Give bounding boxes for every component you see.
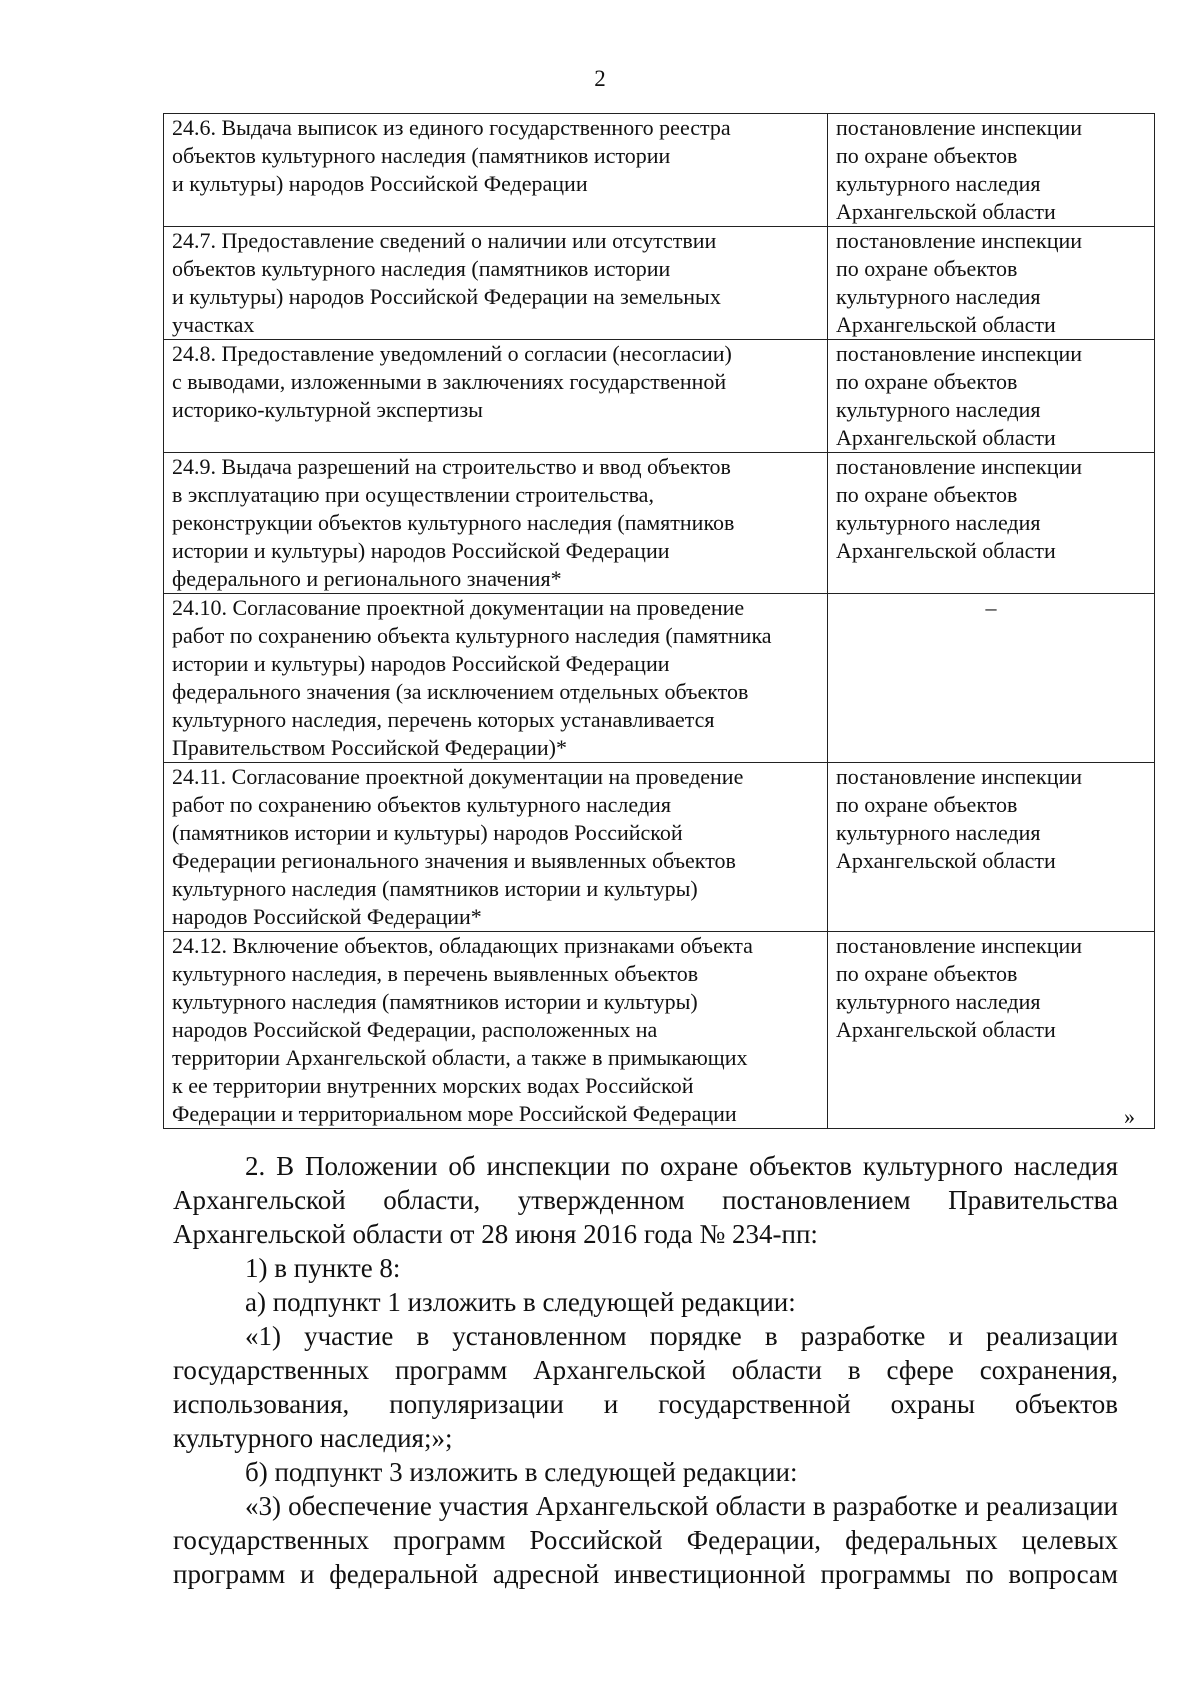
activity-line: народов Российской Федерации* (172, 904, 482, 929)
table-row (164, 932, 1155, 1129)
body-text (173, 1149, 1118, 1591)
subitem-point-8 (173, 1251, 1118, 1285)
activity-line: работ по сохранению объектов культурного наследия (172, 792, 671, 817)
legal-act-line: Архангельской области (836, 538, 1056, 563)
legal-act-cell (828, 453, 1155, 594)
activity-line: с выводами, изложенными в заключениях государственной (172, 369, 727, 394)
legal-act-line: постановление инспекции (836, 764, 1083, 789)
legal-act-line: Архангельской области (836, 312, 1056, 337)
table-row (164, 763, 1155, 932)
activity-cell (164, 114, 828, 227)
activity-line: 24.10. Согласование проектной документации на проведение (172, 595, 745, 620)
legal-act-line: по охране объектов (836, 792, 1018, 817)
legal-act-line: культурного наследия (836, 397, 1041, 422)
closing-quote: » (1124, 1104, 1135, 1129)
table-row (164, 340, 1155, 453)
activity-line: культурного наследия, в перечень выявленных объектов (172, 961, 699, 986)
text-line: Архангельской области, утвержденном постановлением Правительства (173, 1185, 1118, 1215)
legal-act-line: Архангельской области (836, 848, 1056, 873)
activity-line: федерального и регионального значения* (172, 566, 562, 591)
activity-line: Федерации и территориальном море Российской Федерации (172, 1101, 737, 1126)
activity-line: и культуры) народов Российской Федерации на земельных (172, 284, 721, 309)
subitem-a (173, 1285, 1118, 1319)
activity-cell (164, 932, 828, 1129)
activity-line: реконструкции объектов культурного наследия (памятников (172, 510, 735, 535)
activity-line: (памятников истории и культуры) народов Российской (172, 820, 683, 845)
activities-table (163, 113, 1155, 1129)
legal-act-line: постановление инспекции (836, 454, 1083, 479)
activity-line: в эксплуатацию при осуществлении строительства, (172, 482, 654, 507)
text-line: государственных программ Архангельской области в сфере сохранения, (173, 1355, 1118, 1385)
legal-act-line: постановление инспекции (836, 341, 1083, 366)
legal-act-cell (828, 340, 1155, 453)
text-line: 1) в пункте 8: (245, 1253, 401, 1283)
legal-act-cell (828, 114, 1155, 227)
activity-line: культурного наследия (памятников истории и культуры) (172, 876, 698, 901)
legal-act-line: по охране объектов (836, 369, 1018, 394)
legal-act-cell (828, 763, 1155, 932)
legal-act-line: – (985, 595, 997, 620)
activity-cell (164, 594, 828, 763)
legal-act-line: культурного наследия (836, 171, 1041, 196)
quote-subitem-1 (173, 1319, 1118, 1455)
legal-act-line: Архангельской области (836, 199, 1056, 224)
legal-act-cell (828, 932, 1155, 1129)
activity-cell (164, 453, 828, 594)
table-row (164, 114, 1155, 227)
legal-act-line: постановление инспекции (836, 115, 1083, 140)
legal-act-line: Архангельской области (836, 1017, 1056, 1042)
activity-line: 24.9. Выдача разрешений на строительство и ввод объектов (172, 454, 731, 479)
activity-line: работ по сохранению объекта культурного наследия (памятника (172, 623, 772, 648)
text-line: культурного наследия;»; (173, 1423, 453, 1453)
legal-act-line: по охране объектов (836, 256, 1018, 281)
legal-act-cell (828, 594, 1155, 763)
activity-line: культурного наследия (памятников истории и культуры) (172, 989, 698, 1014)
activity-line: 24.7. Предоставление сведений о наличии или отсутствии (172, 228, 717, 253)
legal-act-line: по охране объектов (836, 482, 1018, 507)
activity-line: и культуры) народов Российской Федерации (172, 171, 588, 196)
text-line: «1) участие в установленном порядке в разработке и реализации (245, 1321, 1118, 1351)
activity-cell (164, 340, 828, 453)
activity-line: Правительством Российской Федерации)* (172, 735, 567, 760)
text-line: 2. В Положении об инспекции по охране объектов культурного наследия (245, 1151, 1118, 1181)
activity-line: объектов культурного наследия (памятников истории (172, 256, 671, 281)
activity-line: участках (172, 312, 255, 337)
activity-line: истории и культуры) народов Российской Федерации (172, 538, 670, 563)
activity-line: 24.12. Включение объектов, обладающих признаками объекта (172, 933, 753, 958)
activity-line: истории и культуры) народов Российской Федерации (172, 651, 670, 676)
legal-act-line: постановление инспекции (836, 228, 1083, 253)
activity-line: к ее территории внутренних морских водах Российской (172, 1073, 694, 1098)
text-line: Архангельской области от 28 июня 2016 года № 234-пп: (173, 1219, 818, 1249)
legal-act-line: культурного наследия (836, 284, 1041, 309)
activity-cell (164, 763, 828, 932)
activity-line: народов Российской Федерации, расположенных на (172, 1017, 658, 1042)
legal-act-line: постановление инспекции (836, 933, 1083, 958)
text-line: государственных программ Российской Федерации, федеральных целевых (173, 1525, 1118, 1555)
activity-line: Федерации регионального значения и выявленных объектов (172, 848, 736, 873)
activity-cell (164, 227, 828, 340)
activity-line: 24.6. Выдача выписок из единого государственного реестра (172, 115, 731, 140)
table-row (164, 594, 1155, 763)
subitem-b (173, 1455, 1118, 1489)
activity-line: объектов культурного наследия (памятников истории (172, 143, 671, 168)
quote-subitem-3 (173, 1489, 1118, 1591)
activity-line: территории Архангельской области, а также в примыкающих (172, 1045, 748, 1070)
table-row (164, 227, 1155, 340)
table-row (164, 453, 1155, 594)
legal-act-line: культурного наследия (836, 820, 1041, 845)
activity-line: историко-культурной экспертизы (172, 397, 483, 422)
activity-line: 24.8. Предоставление уведомлений о согласии (несогласии) (172, 341, 732, 366)
legal-act-line: по охране объектов (836, 143, 1018, 168)
legal-act-line: культурного наследия (836, 510, 1041, 535)
text-line: использования, популяризации и государственной охраны объектов (173, 1389, 1118, 1419)
text-line: а) подпункт 1 изложить в следующей редакции: (245, 1287, 796, 1317)
activity-line: культурного наследия, перечень которых устанавливается (172, 707, 715, 732)
text-line: программ и федеральной адресной инвестиционной программы по вопросам (173, 1559, 1118, 1589)
text-line: «3) обеспечение участия Архангельской области в разработке и реализации (245, 1491, 1118, 1521)
activity-line: федерального значения (за исключением отдельных объектов (172, 679, 749, 704)
page-number: 2 (594, 66, 606, 91)
legal-act-line: Архангельской области (836, 425, 1056, 450)
table-body (164, 114, 1155, 1129)
activity-line: 24.11. Согласование проектной документации на проведение (172, 764, 744, 789)
paragraph-2-intro (173, 1149, 1118, 1251)
activities-table-container (163, 113, 1155, 1129)
legal-act-line: культурного наследия (836, 989, 1041, 1014)
legal-act-line: по охране объектов (836, 961, 1018, 986)
legal-act-cell (828, 227, 1155, 340)
text-line: б) подпункт 3 изложить в следующей редакции: (245, 1457, 798, 1487)
